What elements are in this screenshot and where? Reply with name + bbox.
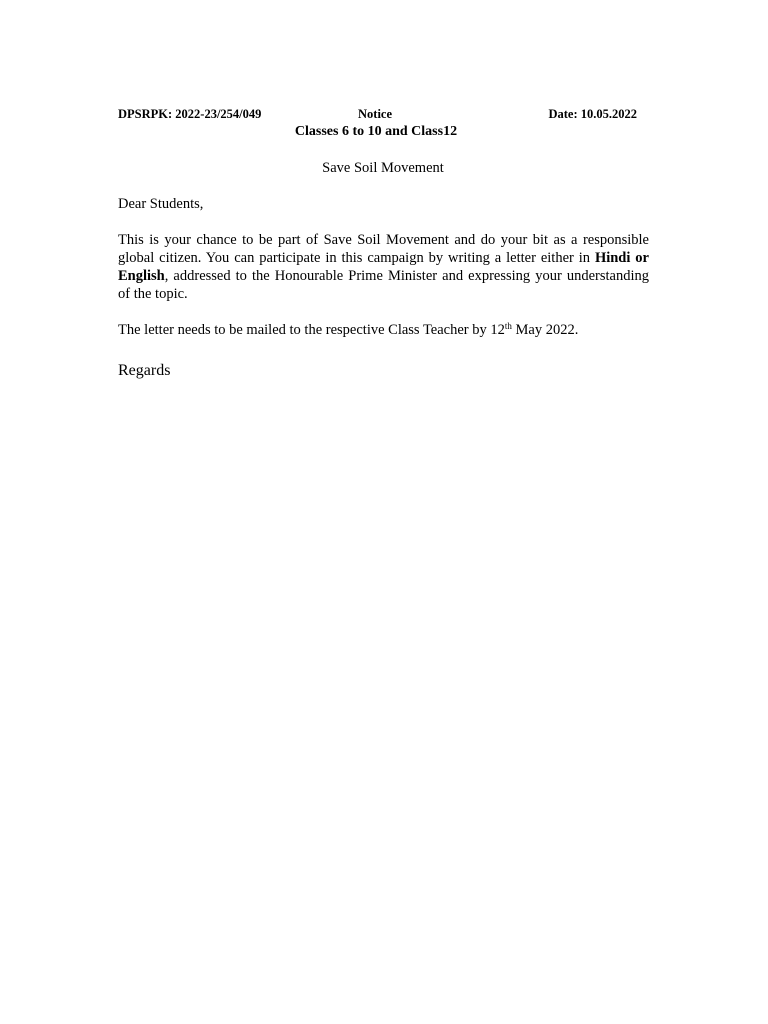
notice-date: Date: 10.05.2022 xyxy=(548,107,637,121)
closing-regards: Regards xyxy=(118,362,171,379)
salutation: Dear Students, xyxy=(118,196,204,212)
paragraph-1-text-b: , addressed to the Honourable Prime Minister and expressing your understanding of the topic. xyxy=(118,268,649,302)
reference-number: DPSRPK: 2022-23/254/049 xyxy=(118,107,262,121)
date-ordinal-suffix: th xyxy=(504,321,512,331)
body-paragraph-2 xyxy=(118,321,649,339)
paragraph-2-text-a: The letter needs to be mailed to the respective Class Teacher by 12 xyxy=(118,322,505,338)
classes-heading: Classes 6 to 10 and Class12 xyxy=(294,124,458,139)
subject-title: Save Soil Movement xyxy=(322,160,444,176)
paragraph-2-text-b: May 2022. xyxy=(511,322,579,338)
notice-label: Notice xyxy=(358,107,393,121)
paragraph-1-text-a: This is your chance to be part of Save Soil Movement and do your bit as a responsible global citizen. You can participate in this campaign by writing a letter either in xyxy=(118,232,649,266)
body-paragraph-1 xyxy=(118,231,649,303)
paragraph-1-languages: Hindi or English xyxy=(118,250,649,284)
notice-header xyxy=(118,106,637,122)
